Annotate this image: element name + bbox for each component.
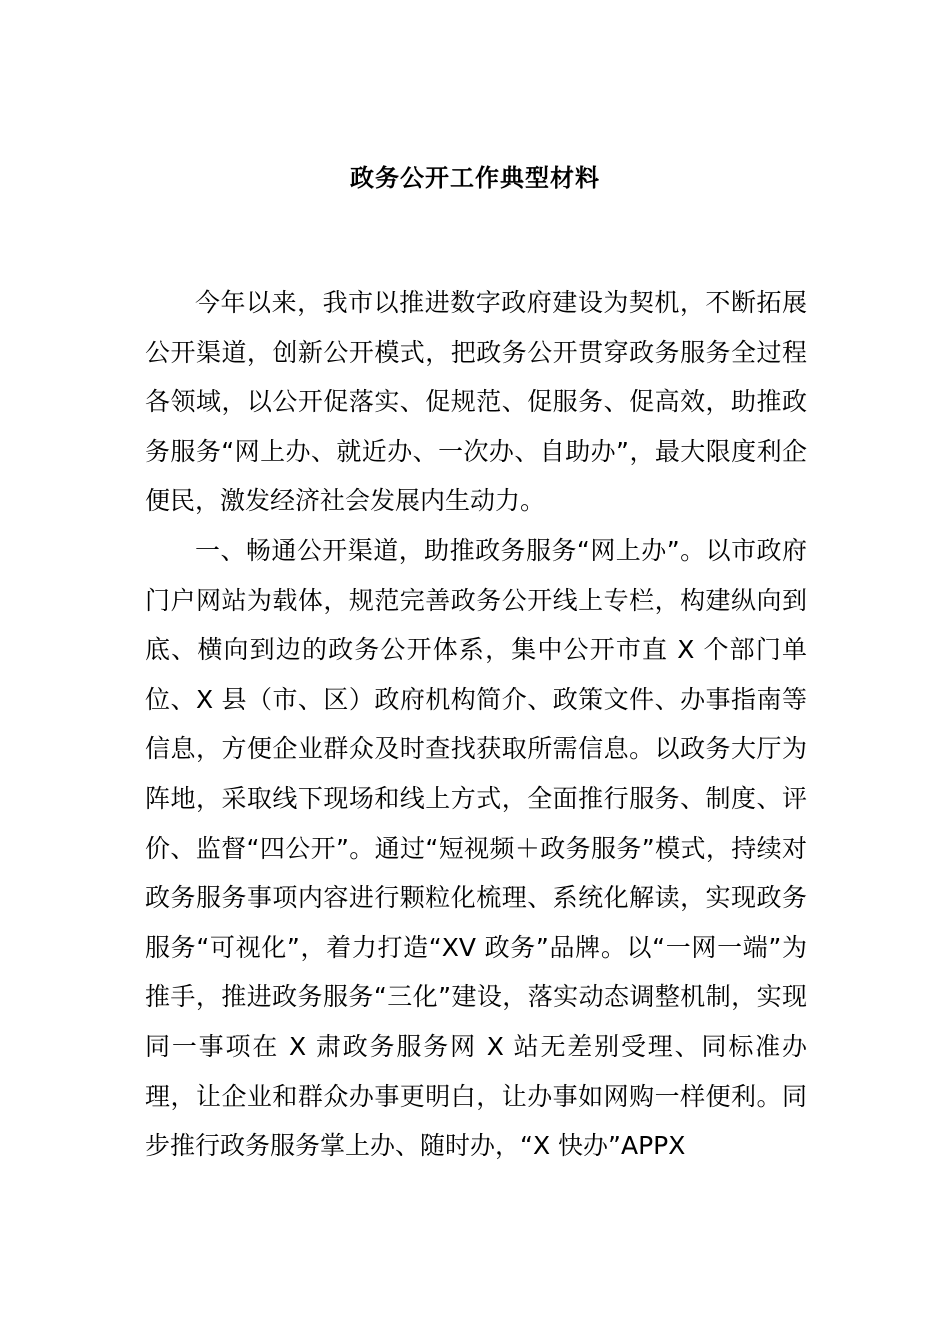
paragraph-section-1: 一、畅通公开渠道，助推政务服务“网上办”。以市政府门户网站为载体，规范完善政务公开线上专栏，构建纵向到底、横向到边的政务公开体系，集中公开市直 X 个部门单位、X 县（市、区）政府机构简介、政策文件、办事指南等信息，方便企业群众及时查找获取所需信息。以政务大厅为阵地，采取线下现场和线上方式，全面推行服务、制度、评价、监督“四公开”。通过“短视频＋政务服务”模式，持续对政务服务事项内容进行颗粒化梳理、系统化解读，实现政务服务“可视化”，着力打造“XV 政务”品牌。以“一网一端”为推手，推进政务服务“三化”建设，落实动态调整机制，实现同一事项在 X 肃政务服务网 X 站无差别受理、同标准办理，让企业和群众办事更明白，让办事如网购一样便利。同步推行政务服务掌上办、随时办，“X 快办”APPX [145,535,807,1161]
document-title: 政务公开工作典型材料 [350,164,600,192]
document-body [145,278,807,1171]
paragraph-intro: 今年以来，我市以推进数字政府建设为契机，不断拓展公开渠道，创新公开模式，把政务公开贯穿政务服务全过程各领域，以公开促落实、促规范、促服务、促高效，助推政务服务“网上办、就近办、一次办、自助办”，最大限度利企便民，激发经济社会发展内生动力。 [145,288,807,516]
